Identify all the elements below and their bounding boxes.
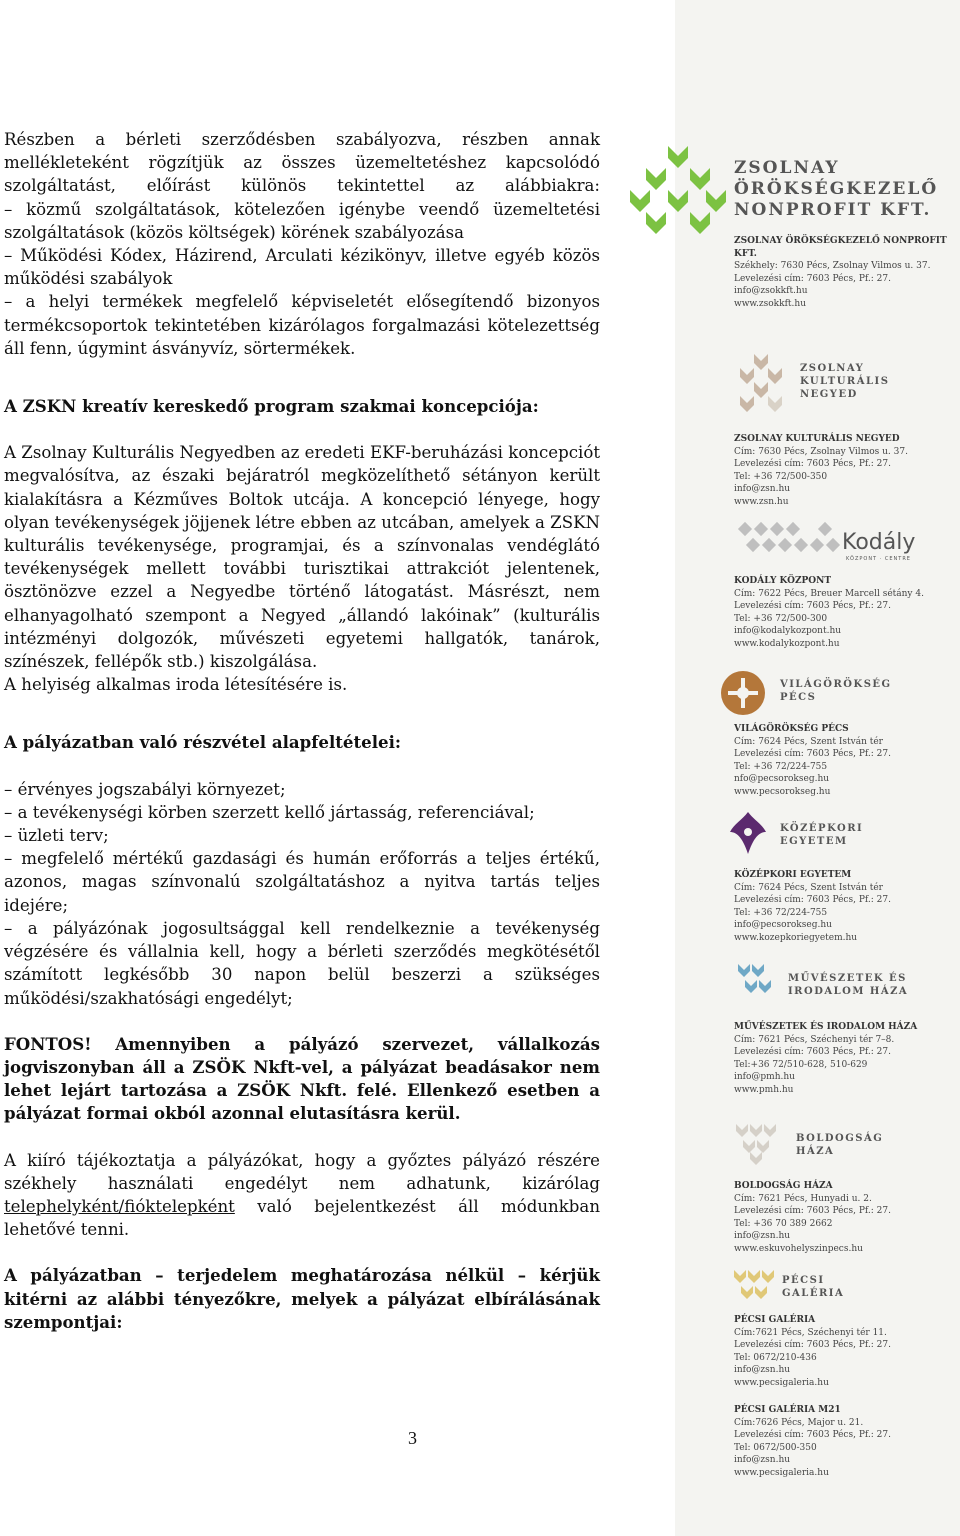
zsok-title: ZSOLNAY ÖRÖKSÉGKEZELŐ NONPROFIT KFT. — [734, 236, 947, 259]
intro-item-exclusive: – a helyi termékek megfelelő képviseletét elősegítendő bizonyos termékcsoportok tekintetében kizárólagos forgalmazási kötelezettség áll fenn, úgymint ásványvíz, sörtermékek. — [4, 292, 600, 358]
condition-item: – a pályázónak jogosultsággal kell rendelkeznie a tevékenység végzésére és vállalnia kell, hogy a bérleti szerződés megkötésétől számított legkésőbb 30 napon belül beszerzi a szükséges működési/szakhatósági engedélyt; — [4, 918, 600, 1008]
kodaly-title: KODÁLY KÖZPONT — [734, 576, 832, 586]
zskn-contact — [734, 433, 908, 509]
zsok-name-line: NONPROFIT KFT. — [734, 200, 932, 220]
vilagorokseg-mail-address: Levelezési cím: 7603 Pécs, Pf.: 27. — [734, 749, 891, 760]
zsok-email: info@zsokkft.hu — [734, 286, 808, 297]
vilagorokseg-phone: Tel: +36 72/224-755 — [734, 761, 828, 772]
galeria-m21-contact — [734, 1404, 891, 1480]
boldogsag-phone: Tel: +36 70 389 2662 — [734, 1218, 833, 1229]
galeria-address: Cím:7621 Pécs, Széchenyi tér 11. — [734, 1327, 887, 1338]
boldogsag-name — [796, 1132, 883, 1158]
concept-heading: A ZSKN kreatív kereskedő program szakmai koncepciója: — [4, 396, 539, 417]
kodaly-address: Cím: 7622 Pécs, Breuer Marcell sétány 4. — [734, 588, 924, 599]
vilagorokseg-title: VILÁGÖRÖKSÉG PÉCS — [734, 724, 849, 734]
vilagorokseg-logo-icon — [718, 668, 768, 718]
boldogsag-email: info@zsn.hu — [734, 1231, 791, 1242]
conditions-heading: A pályázatban való részvétel alapfeltételei: — [4, 732, 401, 753]
galeria-mail-address: Levelezési cím: 7603 Pécs, Pf.: 27. — [734, 1340, 891, 1351]
concept-office-line: A helyiség alkalmas iroda létesítésére is. — [4, 675, 348, 695]
kodaly-logo-text: Kodály — [842, 530, 916, 555]
condition-item: – a tevékenységi körben szerzett kellő jártasság, referenciával; — [4, 802, 535, 822]
condition-item: – megfelelő mértékű gazdasági és humán erőforrás a teljes értékű, azonos, magas színvonalú szolgáltatáshoz a nyitva tartás teljes idejére; — [4, 849, 600, 915]
zskn-address: Cím: 7630 Pécs, Zsolnay Vilmos u. 37. — [734, 446, 908, 457]
notice-before: A kiíró tájékoztatja a pályázókat, hogy a győztes pályázó részére székhely használati engedélyt nem adhatunk, kizárólag — [4, 1150, 600, 1193]
zsok-name — [734, 158, 938, 221]
zsok-name-line: ZSOLNAY — [734, 158, 840, 178]
intro-item-codex: – Működési Kódex, Házirend, Arculati kézikönyv, illetve egyéb közös működési szabályok — [4, 246, 600, 289]
kozepkori-phone: Tel: +36 72/224-755 — [734, 907, 828, 918]
concept-paragraph: A Zsolnay Kulturális Negyedben az eredeti EKF-beruházási koncepciót megvalósítva, az északi bejáratról megközelíthető sétányon került kialakításra a Kézműves Boltok utcája. A koncepció lényege, hogy olyan tevékenységek jöjjenek létre ebben az utcában, amelyek a ZSKN kulturális tevékenysége, programjai, és a színvonalas vendéglátó tevékenységek mellett további turisztikai attrakciót jelentenek, ösztönözve ezzel a Negyedbe történő látogatást. Másrészt, nem elhanyagolható szempont a Negyed „állandó lakóinak” (kulturális intézményi dolgozók, művészeti egyetemi hallgatók, tanárok, színészek, fellépők stb.) kiszolgálása. — [4, 443, 600, 672]
galeria-m21-mail-address: Levelezési cím: 7603 Pécs, Pf.: 27. — [734, 1430, 891, 1441]
kozepkori-name-line: KÖZÉPKORI — [780, 823, 864, 834]
galeria-m21-address: Cím:7626 Pécs, Major u. 21. — [734, 1417, 864, 1428]
closing-paragraph: A pályázatban – terjedelem meghatározása nélkül – kérjük kitérni az alábbi tényezőkre, melyek a pályázat elbírálásának szempontjai: — [4, 1265, 600, 1332]
intro-paragraph: Részben a bérleti szerződésben szabályozva, részben annak mellékleteként rögzítjük az összes üzemeltetéshez kapcsolódó szolgáltatást, előírást különös tekintettel az alábbiakra: — [4, 130, 600, 196]
zsok-contact — [734, 235, 960, 311]
vilagorokseg-website: www.pecsorokseg.hu — [734, 786, 831, 797]
kodaly-contact — [734, 575, 924, 651]
zskn-name-line: NEGYED — [800, 389, 858, 400]
notice-underlined: telephelyként/fióktelepként — [4, 1196, 235, 1216]
zsok-website: www.zsokkft.hu — [734, 298, 806, 309]
boldogsag-address: Cím: 7621 Pécs, Hunyadi u. 2. — [734, 1193, 872, 1204]
kodaly-mail-address: Levelezési cím: 7603 Pécs, Pf.: 27. — [734, 601, 891, 612]
condition-item: – érvényes jogszabályi környezet; — [4, 779, 286, 799]
galeria-name-line: GALÉRIA — [782, 1288, 845, 1299]
galeria-m21-title: PÉCSI GALÉRIA M21 — [734, 1405, 841, 1415]
galeria-title: PÉCSI GALÉRIA — [734, 1315, 816, 1325]
muveszetek-contact — [734, 1021, 917, 1097]
vilagorokseg-name-line: VILÁGÖRÖKSÉG — [780, 679, 892, 690]
zskn-logo-icon — [730, 352, 792, 414]
galeria-email: info@zsn.hu — [734, 1365, 791, 1376]
zskn-mail-address: Levelezési cím: 7603 Pécs, Pf.: 27. — [734, 459, 891, 470]
muveszetek-address: Cím: 7621 Pécs, Széchenyi tér 7–8. — [734, 1034, 895, 1045]
muveszetek-name-line: MŰVÉSZETEK ÉS — [788, 973, 907, 984]
vilagorokseg-address: Cím: 7624 Pécs, Szent István tér — [734, 736, 883, 747]
zsok-name-line: ÖRÖKSÉGKEZELŐ — [734, 179, 939, 199]
vilagorokseg-contact — [734, 723, 891, 799]
kozepkori-website: www.kozepkoriegyetem.hu — [734, 932, 858, 943]
kozepkori-email: info@pecsorokseg.hu — [734, 920, 832, 931]
kodaly-website: www.kodalykozpont.hu — [734, 638, 840, 649]
intro-item-utilities: – közmű szolgáltatások, kötelezően igénybe veendő üzemeltetési szolgáltatások (közös költségek) körének szabályozása — [4, 199, 600, 242]
vilagorokseg-name-line: PÉCS — [780, 692, 817, 703]
important-notice: FONTOS! Amennyiben a pályázó szervezet, vállalkozás jogviszonyban áll a ZSÖK Nkft-vel, a pályázat beadásakor nem lehet lejárt tartozása a ZSÖK Nkft. felé. Ellenkező esetben a pályázat formai okból azonnal elutasításra kerül. — [4, 1033, 600, 1124]
galeria-m21-email: info@zsn.hu — [734, 1455, 791, 1466]
muveszetek-name — [788, 972, 908, 998]
zsok-address: Székhely: 7630 Pécs, Zsolnay Vilmos u. 37. — [734, 261, 931, 272]
kozepkori-logo-icon — [728, 810, 768, 856]
boldogsag-name-line: HÁZA — [796, 1146, 835, 1157]
zskn-phone: Tel: +36 72/500-350 — [734, 471, 828, 482]
zskn-name — [800, 362, 889, 401]
muveszetek-website: www.pmh.hu — [734, 1084, 794, 1095]
kozepkori-mail-address: Levelezési cím: 7603 Pécs, Pf.: 27. — [734, 895, 891, 906]
muveszetek-name-line: IRODALOM HÁZA — [788, 986, 909, 997]
boldogsag-website: www.eskuvohelyszinpecs.hu — [734, 1243, 863, 1254]
kozepkori-name-line: EGYETEM — [780, 836, 848, 847]
muveszetek-email: info@pmh.hu — [734, 1072, 795, 1083]
galeria-m21-website: www.pecsigaleria.hu — [734, 1467, 829, 1478]
kozepkori-name — [780, 822, 863, 848]
zsok-mail-address: Levelezési cím: 7603 Pécs, Pf.: 27. — [734, 273, 891, 284]
vilagorokseg-name — [780, 678, 892, 704]
boldogsag-mail-address: Levelezési cím: 7603 Pécs, Pf.: 27. — [734, 1206, 891, 1217]
muveszetek-logo-icon — [734, 960, 786, 1000]
zskn-email: info@zsn.hu — [734, 484, 791, 495]
zskn-title: ZSOLNAY KULTURÁLIS NEGYED — [734, 434, 900, 444]
boldogsag-name-line: BOLDOGSÁG — [796, 1133, 884, 1144]
galeria-name-line: PÉCSI — [782, 1275, 825, 1286]
galeria-name — [782, 1274, 844, 1300]
condition-item: – üzleti terv; — [4, 826, 109, 846]
vilagorokseg-email: nfo@pecsorokseg.hu — [734, 774, 830, 785]
kozepkori-contact — [734, 869, 891, 945]
kodaly-email: info@kodalykozpont.hu — [734, 626, 842, 637]
galeria-website: www.pecsigaleria.hu — [734, 1377, 829, 1388]
kodaly-logo-icon — [736, 516, 856, 560]
galeria-m21-phone: Tel: 0672/500-350 — [734, 1442, 817, 1453]
kodaly-logo-subtext: KÖZPONT · CENTRE — [846, 556, 911, 562]
zskn-name-line: KULTURÁLIS — [800, 376, 890, 387]
boldogsag-contact — [734, 1180, 891, 1256]
notice-paragraph — [4, 1149, 600, 1242]
page-number: 3 — [408, 1428, 417, 1448]
boldogsag-logo-icon — [730, 1120, 790, 1166]
boldogsag-title: BOLDOGSÁG HÁZA — [734, 1181, 833, 1191]
muveszetek-mail-address: Levelezési cím: 7603 Pécs, Pf.: 27. — [734, 1047, 891, 1058]
kodaly-phone: Tel: +36 72/500-300 — [734, 613, 828, 624]
document-body — [4, 128, 600, 1334]
muveszetek-title: MŰVÉSZETEK ÉS IRODALOM HÁZA — [734, 1022, 918, 1032]
galeria-phone: Tel: 0672/210-436 — [734, 1352, 817, 1363]
zskn-name-line: ZSOLNAY — [800, 363, 865, 374]
muveszetek-phone: Tel:+36 72/510-628, 510-629 — [734, 1059, 868, 1070]
galeria-contact — [734, 1314, 891, 1390]
notice-after: való bejelentkezést áll módunkban lehetővé tenni. — [4, 1196, 601, 1240]
galeria-logo-icon — [730, 1266, 780, 1306]
zsok-logo-icon — [626, 142, 730, 246]
kozepkori-address: Cím: 7624 Pécs, Szent István tér — [734, 882, 883, 893]
zskn-website: www.zsn.hu — [734, 496, 789, 507]
kozepkori-title: KÖZÉPKORI EGYETEM — [734, 870, 852, 880]
